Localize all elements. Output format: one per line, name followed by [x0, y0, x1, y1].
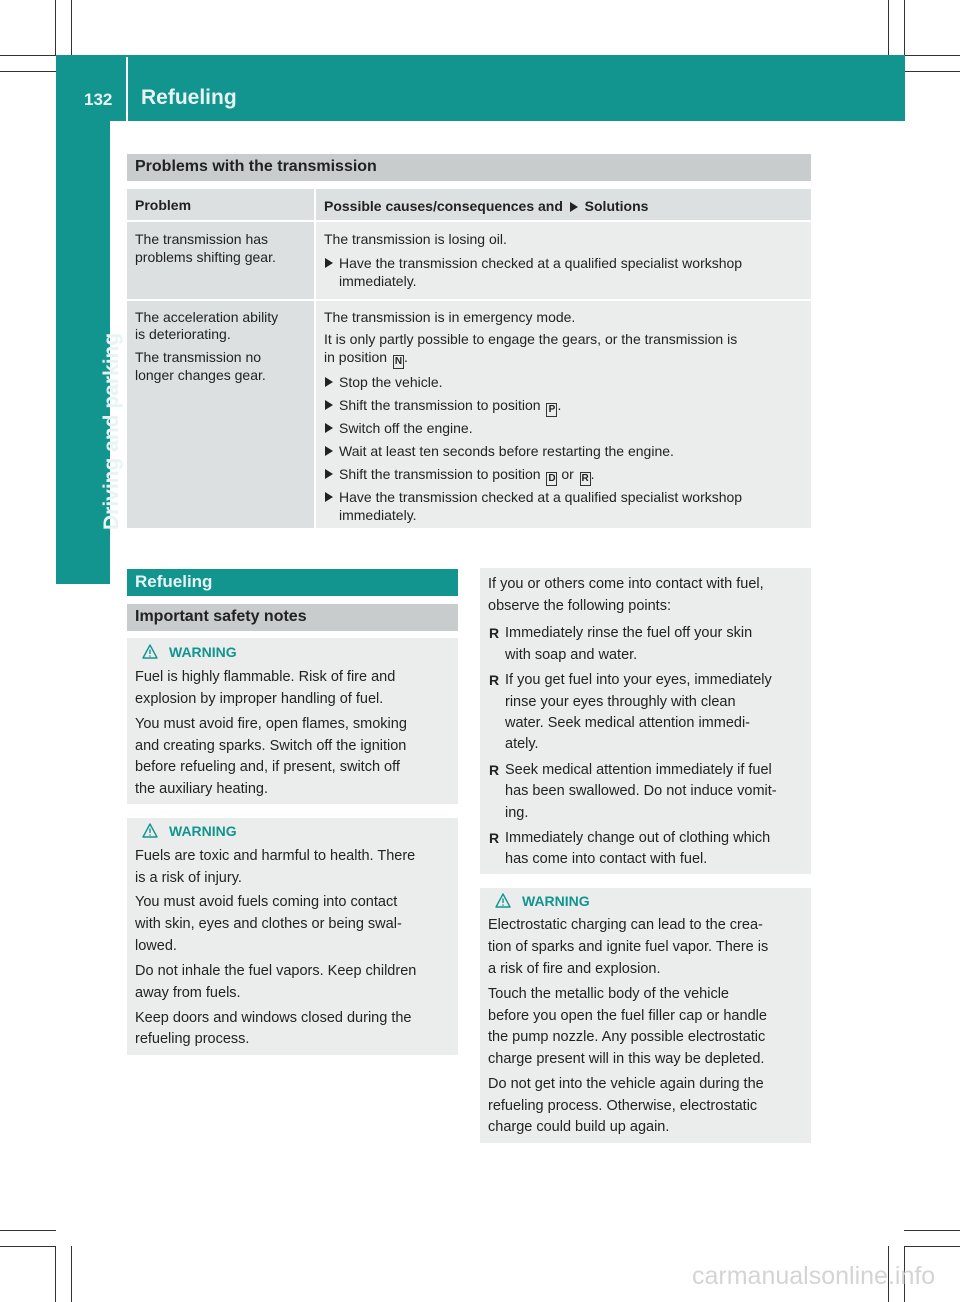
crop-mark	[0, 1246, 56, 1247]
warning-text: before refueling and, if present, switch off	[135, 759, 400, 775]
cause-text: The transmission is losing oil.	[324, 231, 507, 247]
bullet-text: If you get fuel into your eyes, immediately	[505, 672, 772, 688]
warning-text: Keep doors and windows closed during the	[135, 1010, 412, 1026]
step-text: Shift the transmission to position D or R .	[339, 466, 595, 484]
step-text: Have the transmission checked at a qualified specialist workshop	[339, 489, 743, 505]
column-header-solutions-text: Possible causes/consequences and	[324, 198, 563, 214]
problem-text: problems shifting gear.	[135, 249, 276, 265]
bullet-text: with soap and water.	[505, 647, 638, 663]
problem-text: The acceleration ability	[135, 309, 279, 325]
warning-text: Fuel is highly flammable. Risk of fire and	[135, 669, 396, 685]
problem-text: The transmission has	[135, 231, 269, 247]
warning-triangle-icon	[142, 823, 158, 838]
crop-mark	[904, 1246, 960, 1247]
intro-text: If you or others come into contact with fuel,	[488, 576, 764, 592]
warning-text: refueling process.	[135, 1031, 250, 1047]
bullet-text: ing.	[505, 805, 529, 821]
problem-text: The transmission no	[135, 349, 262, 365]
warning-text: tion of sparks and ignite fuel vapor. There is	[488, 939, 769, 955]
warning-text: You must avoid fire, open flames, smoking	[135, 716, 407, 732]
warning-text: charge present will in this way be depleted.	[488, 1051, 765, 1067]
crop-mark	[55, 1246, 56, 1302]
gear-d-key-icon: D	[548, 473, 556, 484]
step-text: Shift the transmission to position P .	[339, 397, 562, 415]
bullet-r-icon: R	[489, 830, 500, 846]
warning-text: refueling process. Otherwise, electrostatic	[488, 1098, 758, 1114]
warning-text: the pump nozzle. Any possible electrostatic	[488, 1029, 766, 1045]
gear-n-key-icon: N	[394, 356, 403, 367]
step-text: Switch off the engine.	[339, 420, 473, 436]
arrow-icon	[325, 400, 333, 410]
gear-r-key-icon: R	[581, 473, 589, 484]
crop-mark	[904, 55, 960, 56]
warning-text: away from fuels.	[135, 985, 241, 1001]
problem-text: is deteriorating.	[135, 326, 231, 342]
warning-text: Do not get into the vehicle again during the	[488, 1076, 764, 1092]
bullet-text: Immediately change out of clothing which	[505, 830, 771, 846]
table-title: Problems with the transmission	[135, 158, 377, 175]
crop-mark	[0, 55, 56, 56]
bullet-text: has been swallowed. Do not induce vomit-	[505, 783, 777, 799]
warning-label: WARNING	[169, 823, 237, 839]
column-header-solutions-label: Solutions	[584, 198, 649, 214]
warning-text: a risk of fire and explosion.	[488, 961, 661, 977]
column-header-solutions	[324, 198, 648, 214]
step-text: immediately.	[339, 273, 417, 289]
warning-text: Fuels are toxic and harmful to health. There	[135, 848, 416, 864]
warning-text: before you open the fuel filler cap or handle	[488, 1008, 767, 1024]
warning-text: Electrostatic charging can lead to the crea-	[488, 917, 763, 933]
bullet-text: water. Seek medical attention immedi-	[505, 715, 750, 731]
warning-text: You must avoid fuels coming into contact	[135, 894, 398, 910]
crop-mark	[904, 1230, 960, 1231]
column-header-problem: Problem	[135, 197, 192, 213]
cause-text: in position N .	[324, 349, 408, 367]
section-title: Refueling	[135, 572, 213, 591]
bullet-text: Immediately rinse the fuel off your skin	[505, 625, 753, 641]
warning-label: WARNING	[169, 644, 237, 660]
page-number: 132	[84, 90, 113, 109]
gear-p-key-icon: P	[546, 403, 557, 417]
warning-triangle-icon	[142, 644, 158, 659]
bullet-r-icon: R	[489, 625, 500, 641]
warning-label: WARNING	[522, 893, 590, 909]
crop-mark	[55, 0, 56, 56]
bullet-text: rinse your eyes throughly with clean	[505, 694, 736, 710]
crop-mark	[888, 0, 889, 56]
intro-text: observe the following points:	[488, 598, 671, 614]
arrow-icon	[325, 377, 333, 387]
cause-text: The transmission is in emergency mode.	[324, 309, 576, 325]
warning-text: is a risk of injury.	[135, 870, 242, 886]
arrow-icon	[325, 258, 333, 268]
warning-triangle-icon	[495, 893, 511, 908]
bullet-text: ately.	[505, 736, 539, 752]
warning-text: and creating sparks. Switch off the ignition	[135, 738, 407, 754]
subsection-title: Important safety notes	[135, 608, 307, 625]
crop-mark	[71, 1246, 72, 1302]
crop-mark	[904, 0, 905, 56]
warning-text: explosion by improper handling of fuel.	[135, 691, 384, 707]
crop-mark	[904, 71, 960, 72]
watermark-text: carmanualsonline.info	[692, 1262, 936, 1290]
warning-text: with skin, eyes and clothes or being swal-	[135, 916, 402, 932]
step-text-part: Shift the transmission to position	[339, 466, 541, 482]
arrow-icon	[325, 423, 333, 433]
arrow-icon	[325, 492, 333, 502]
arrow-icon	[325, 446, 333, 456]
warning-text: charge could build up again.	[488, 1119, 670, 1135]
crop-mark	[0, 1230, 56, 1231]
arrow-icon	[325, 469, 333, 479]
cause-text: It is only partly possible to engage the gears, or the transmission is	[324, 331, 738, 347]
step-text: Have the transmission checked at a qualified specialist workshop	[339, 255, 743, 271]
bullet-r-icon: R	[489, 762, 500, 778]
warning-text: Touch the metallic body of the vehicle	[488, 986, 729, 1002]
bullet-text: Seek medical attention immediately if fuel	[505, 762, 772, 778]
bullet-r-icon: R	[489, 672, 500, 688]
step-text-part: Shift the transmission to position	[339, 397, 541, 413]
bullet-text: has come into contact with fuel.	[505, 851, 708, 867]
cause-text-part: in position	[324, 349, 388, 365]
step-text: Wait at least ten seconds before restarting the engine.	[339, 443, 674, 459]
problem-text: longer changes gear.	[135, 367, 266, 383]
arrow-icon	[570, 202, 578, 212]
warning-text: lowed.	[135, 938, 177, 954]
page-title: Refueling	[141, 86, 237, 109]
header-divider	[126, 57, 128, 121]
crop-mark	[0, 71, 56, 72]
or-text: or	[561, 466, 574, 482]
chapter-label: Driving and parking	[100, 332, 123, 530]
crop-mark	[71, 0, 72, 56]
step-text: immediately.	[339, 507, 417, 523]
step-text: Stop the vehicle.	[339, 374, 443, 390]
warning-text: Do not inhale the fuel vapors. Keep children	[135, 963, 417, 979]
warning-text: the auxiliary heating.	[135, 781, 268, 797]
